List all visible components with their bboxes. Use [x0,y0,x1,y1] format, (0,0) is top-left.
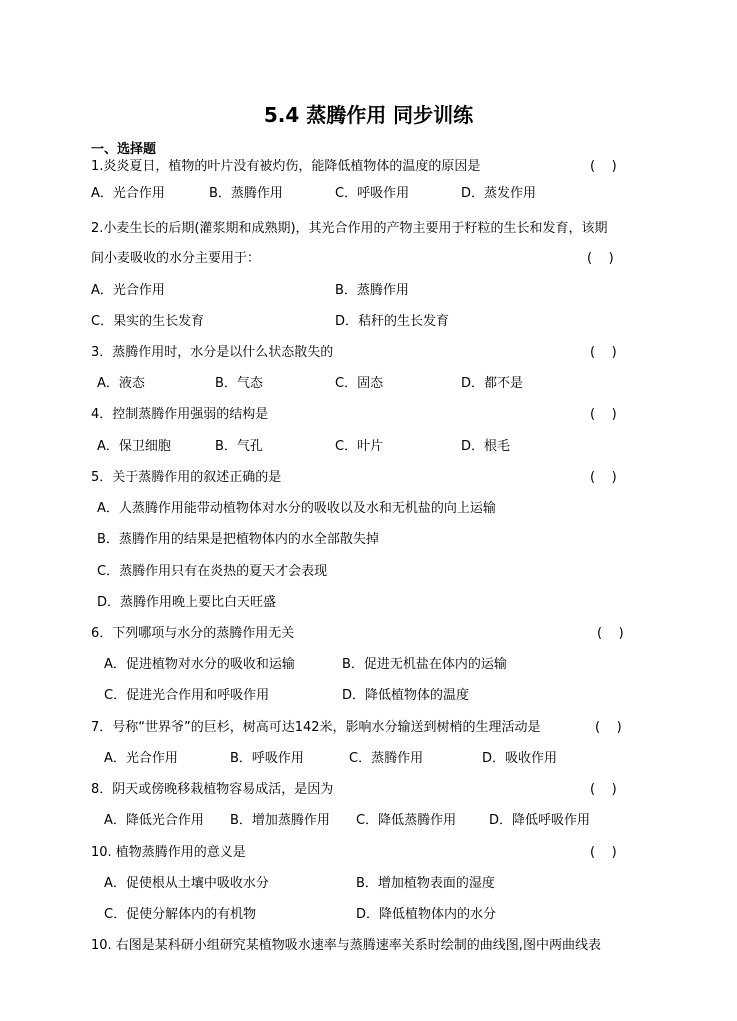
question-7-option-d: D．吸收作用 [482,751,558,766]
question-9-text: 10. 植物蒸腾作用的意义是 [91,845,246,860]
question-1-option-a: A．光合作用 [91,186,165,201]
question-4-option-b: B．气孔 [215,439,263,454]
question-7-blank: ( ) [595,720,622,735]
question-5-option-a: A．人蒸腾作用能带动植物体对水分的吸收以及水和无机盐的向上运输 [97,501,496,516]
question-2-option-b: B．蒸腾作用 [335,283,409,298]
question-10-text: 10. 右图是某科研小组研究某植物吸水速率与蒸腾速率关系时绘制的曲线图,图中两曲线表 [91,938,601,953]
question-2-option-c: C．果实的生长发育 [91,314,205,329]
question-5-option-d: D．蒸腾作用晚上要比白天旺盛 [97,595,277,610]
question-2-option-d: D．秸秆的生长发育 [335,314,450,329]
question-9-option-a: A．促使根从土壤中吸收水分 [104,876,269,891]
question-3-option-a: A．液态 [97,376,145,391]
question-4-option-d: D．根毛 [461,439,511,454]
question-2-text-line2: 间小麦吸收的水分主要用于： [91,251,261,266]
question-7-option-c: C．蒸腾作用 [349,751,424,766]
question-5-blank: ( ) [590,470,617,485]
question-9-blank: ( ) [590,845,617,860]
question-1-option-c: C．呼吸作用 [335,186,410,201]
question-3-option-d: D．都不是 [461,376,524,391]
question-1-option-b: B．蒸腾作用 [209,186,283,201]
question-4-option-c: C．叶片 [335,439,384,454]
question-8-option-d: D．降低呼吸作用 [489,813,591,828]
question-5-option-b: B．蒸腾作用的结果是把植物体内的水全部散失掉 [97,532,379,547]
question-6-option-a: A．促进植物对水分的吸收和运输 [104,657,295,672]
question-3-blank: ( ) [590,345,617,360]
question-6-option-d: D．降低植物体的温度 [342,688,470,703]
question-9-option-c: C．促使分解体内的有机物 [104,907,257,922]
question-5-option-c: C．蒸腾作用只有在炎热的夏天才会表现 [97,564,328,579]
question-8-option-c: C．降低蒸腾作用 [356,813,457,828]
question-8-option-a: A．降低光合作用 [104,813,204,828]
question-1-text: 1.炎炎夏日，植物的叶片没有被灼伤，能降低植物体的温度的原因是 [91,159,481,174]
section-heading: 一、选择题 [91,142,157,157]
question-8-blank: ( ) [590,782,617,797]
question-8-option-b: B．增加蒸腾作用 [230,813,330,828]
question-9-option-b: B．增加植物表面的湿度 [356,876,495,891]
question-1-blank: ( ) [590,159,617,174]
question-2-option-a: A．光合作用 [91,283,165,298]
question-4-option-a: A．保卫细胞 [97,439,171,454]
question-3-option-b: B．气态 [215,376,263,391]
question-4-text: 4．控制蒸腾作用强弱的结构是 [91,407,269,422]
question-5-text: 5．关于蒸腾作用的叙述正确的是 [91,470,282,485]
question-6-option-c: C．促进光合作用和呼吸作用 [104,688,270,703]
page-title: 5.4 蒸腾作用 同步训练 [263,103,474,127]
question-8-text: 8．阴天或傍晚移栽植物容易成活，是因为 [91,782,334,797]
question-6-text: 6．下列哪项与水分的蒸腾作用无关 [91,626,295,641]
question-3-option-c: C．固态 [335,376,384,391]
question-6-option-b: B．促进无机盐在体内的运输 [342,657,507,672]
question-7-option-a: A．光合作用 [104,751,178,766]
question-7-option-b: B．呼吸作用 [230,751,304,766]
question-2-blank: ( ) [587,251,614,266]
question-7-text: 7．号称“世界爷”的巨杉，树高可达142米，影响水分输送到树梢的生理活动是 [91,720,541,735]
question-9-option-d: D．降低植物体内的水分 [356,907,497,922]
question-4-blank: ( ) [590,407,617,422]
question-3-text: 3．蒸腾作用时，水分是以什么状态散失的 [91,345,334,360]
question-1-option-d: D．蒸发作用 [461,186,537,201]
question-2-text-line1: 2.小麦生长的后期(灌浆期和成熟期)，其光合作用的产物主要用于籽粒的生长和发育，该期 [91,221,608,236]
question-6-blank: ( ) [597,626,624,641]
